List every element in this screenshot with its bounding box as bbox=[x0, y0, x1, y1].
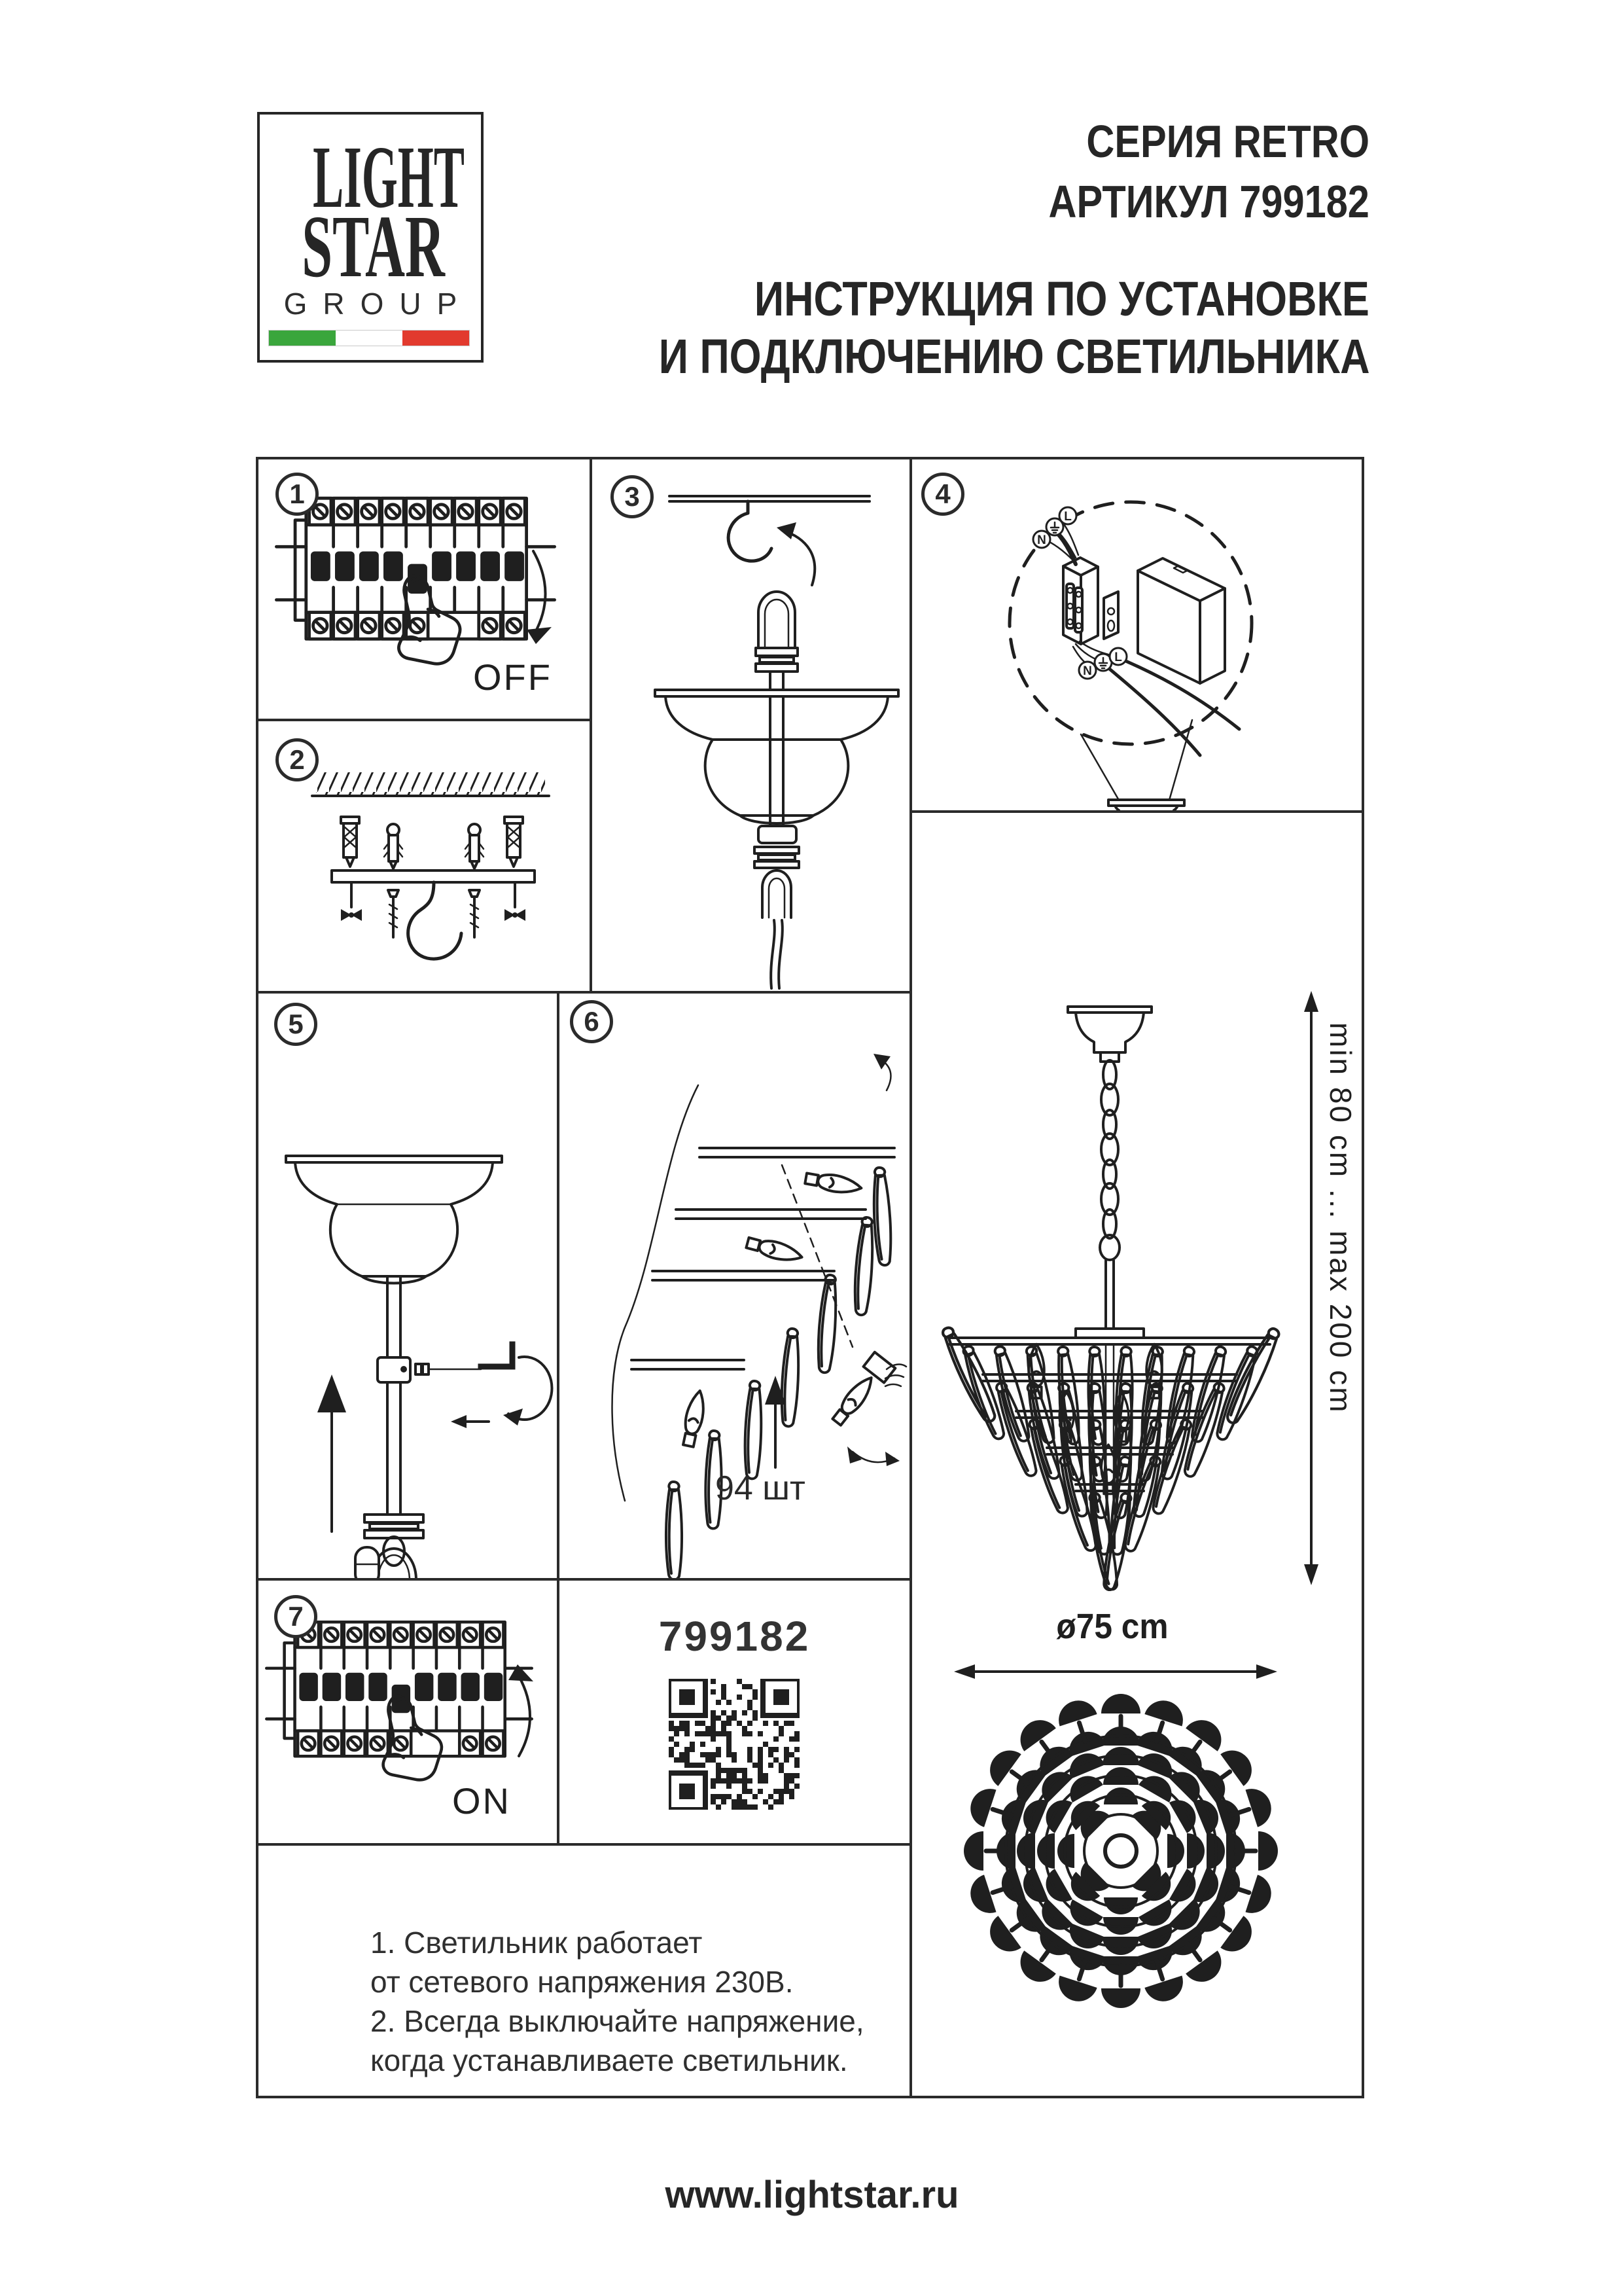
wire-label-l-bottom: L bbox=[1114, 651, 1122, 664]
wire-label-n-bottom: N bbox=[1083, 664, 1092, 678]
logo-word-group: GROUP bbox=[283, 287, 473, 321]
step-6-panel bbox=[559, 994, 909, 1578]
chandelier-bottom-view bbox=[964, 1694, 1278, 2008]
wire-label-l-top: L bbox=[1064, 510, 1072, 524]
crystal-fringe bbox=[939, 1325, 1284, 1591]
italian-flag-bar bbox=[269, 331, 469, 346]
qr-code bbox=[669, 1679, 800, 1810]
article-title: АРТИКУЛ 799182 bbox=[1048, 176, 1369, 227]
product-overview-panel bbox=[912, 813, 1362, 2096]
step-3-panel bbox=[592, 459, 909, 991]
note-line-3: 2. Всегда выключайте напряжение, bbox=[370, 2004, 864, 2038]
step-1-panel bbox=[258, 459, 590, 719]
logo-word-star: STAR bbox=[302, 198, 445, 296]
flag-green bbox=[269, 331, 336, 346]
hook-hanging-diagram bbox=[592, 459, 909, 991]
website-url: www.lightstar.ru bbox=[665, 2174, 959, 2216]
step-1-badge: 1 bbox=[275, 473, 319, 516]
step-4-badge: 4 bbox=[921, 473, 964, 516]
notes-panel bbox=[258, 1846, 909, 2096]
diameter-label: ø75 cm bbox=[1056, 1607, 1169, 1646]
height-range-label: min 80 cm ... max 200 cm bbox=[1324, 1022, 1358, 1414]
article-number: 799182 bbox=[658, 1613, 811, 1660]
step-5-badge: 5 bbox=[274, 1003, 317, 1046]
note-line-4: когда устанавливаете светильник. bbox=[370, 2043, 848, 2077]
step-7-badge: 7 bbox=[274, 1595, 317, 1638]
wire-label-n-top: N bbox=[1037, 533, 1046, 547]
step-5-panel bbox=[258, 994, 557, 1578]
step-2-panel bbox=[258, 721, 590, 991]
step-2-badge: 2 bbox=[275, 738, 319, 781]
instruction-title-line1: ИНСТРУКЦИЯ ПО УСТАНОВКЕ bbox=[754, 272, 1369, 326]
note-line-2: от сетевого напряжения 230В. bbox=[370, 1965, 794, 1999]
step-4-panel bbox=[912, 459, 1362, 810]
lightstar-logo bbox=[257, 112, 484, 363]
step-7-panel bbox=[258, 1581, 557, 1843]
wiring-connection-diagram bbox=[912, 459, 1362, 810]
off-label: OFF bbox=[473, 656, 552, 698]
flag-white bbox=[336, 331, 402, 346]
canopy-assembly-diagram bbox=[258, 994, 557, 1578]
note-line-1: 1. Светильник работает bbox=[370, 1926, 703, 1960]
chandelier-side-view bbox=[912, 813, 1362, 2096]
step-6-badge: 6 bbox=[570, 1000, 613, 1043]
series-title: СЕРИЯ RETRO bbox=[1086, 116, 1369, 167]
flag-red bbox=[402, 331, 469, 346]
step-3-badge: 3 bbox=[610, 475, 654, 518]
instruction-title-line2: И ПОДКЛЮЧЕНИЮ СВЕТИЛЬНИКА bbox=[658, 329, 1369, 384]
article-qr-panel bbox=[559, 1581, 909, 1843]
crystal-qty-label: 94 шт bbox=[715, 1469, 805, 1507]
logo-word-light: LIGHT bbox=[313, 128, 465, 226]
instruction-grid bbox=[256, 457, 1364, 2098]
on-label: ON bbox=[452, 1780, 511, 1821]
